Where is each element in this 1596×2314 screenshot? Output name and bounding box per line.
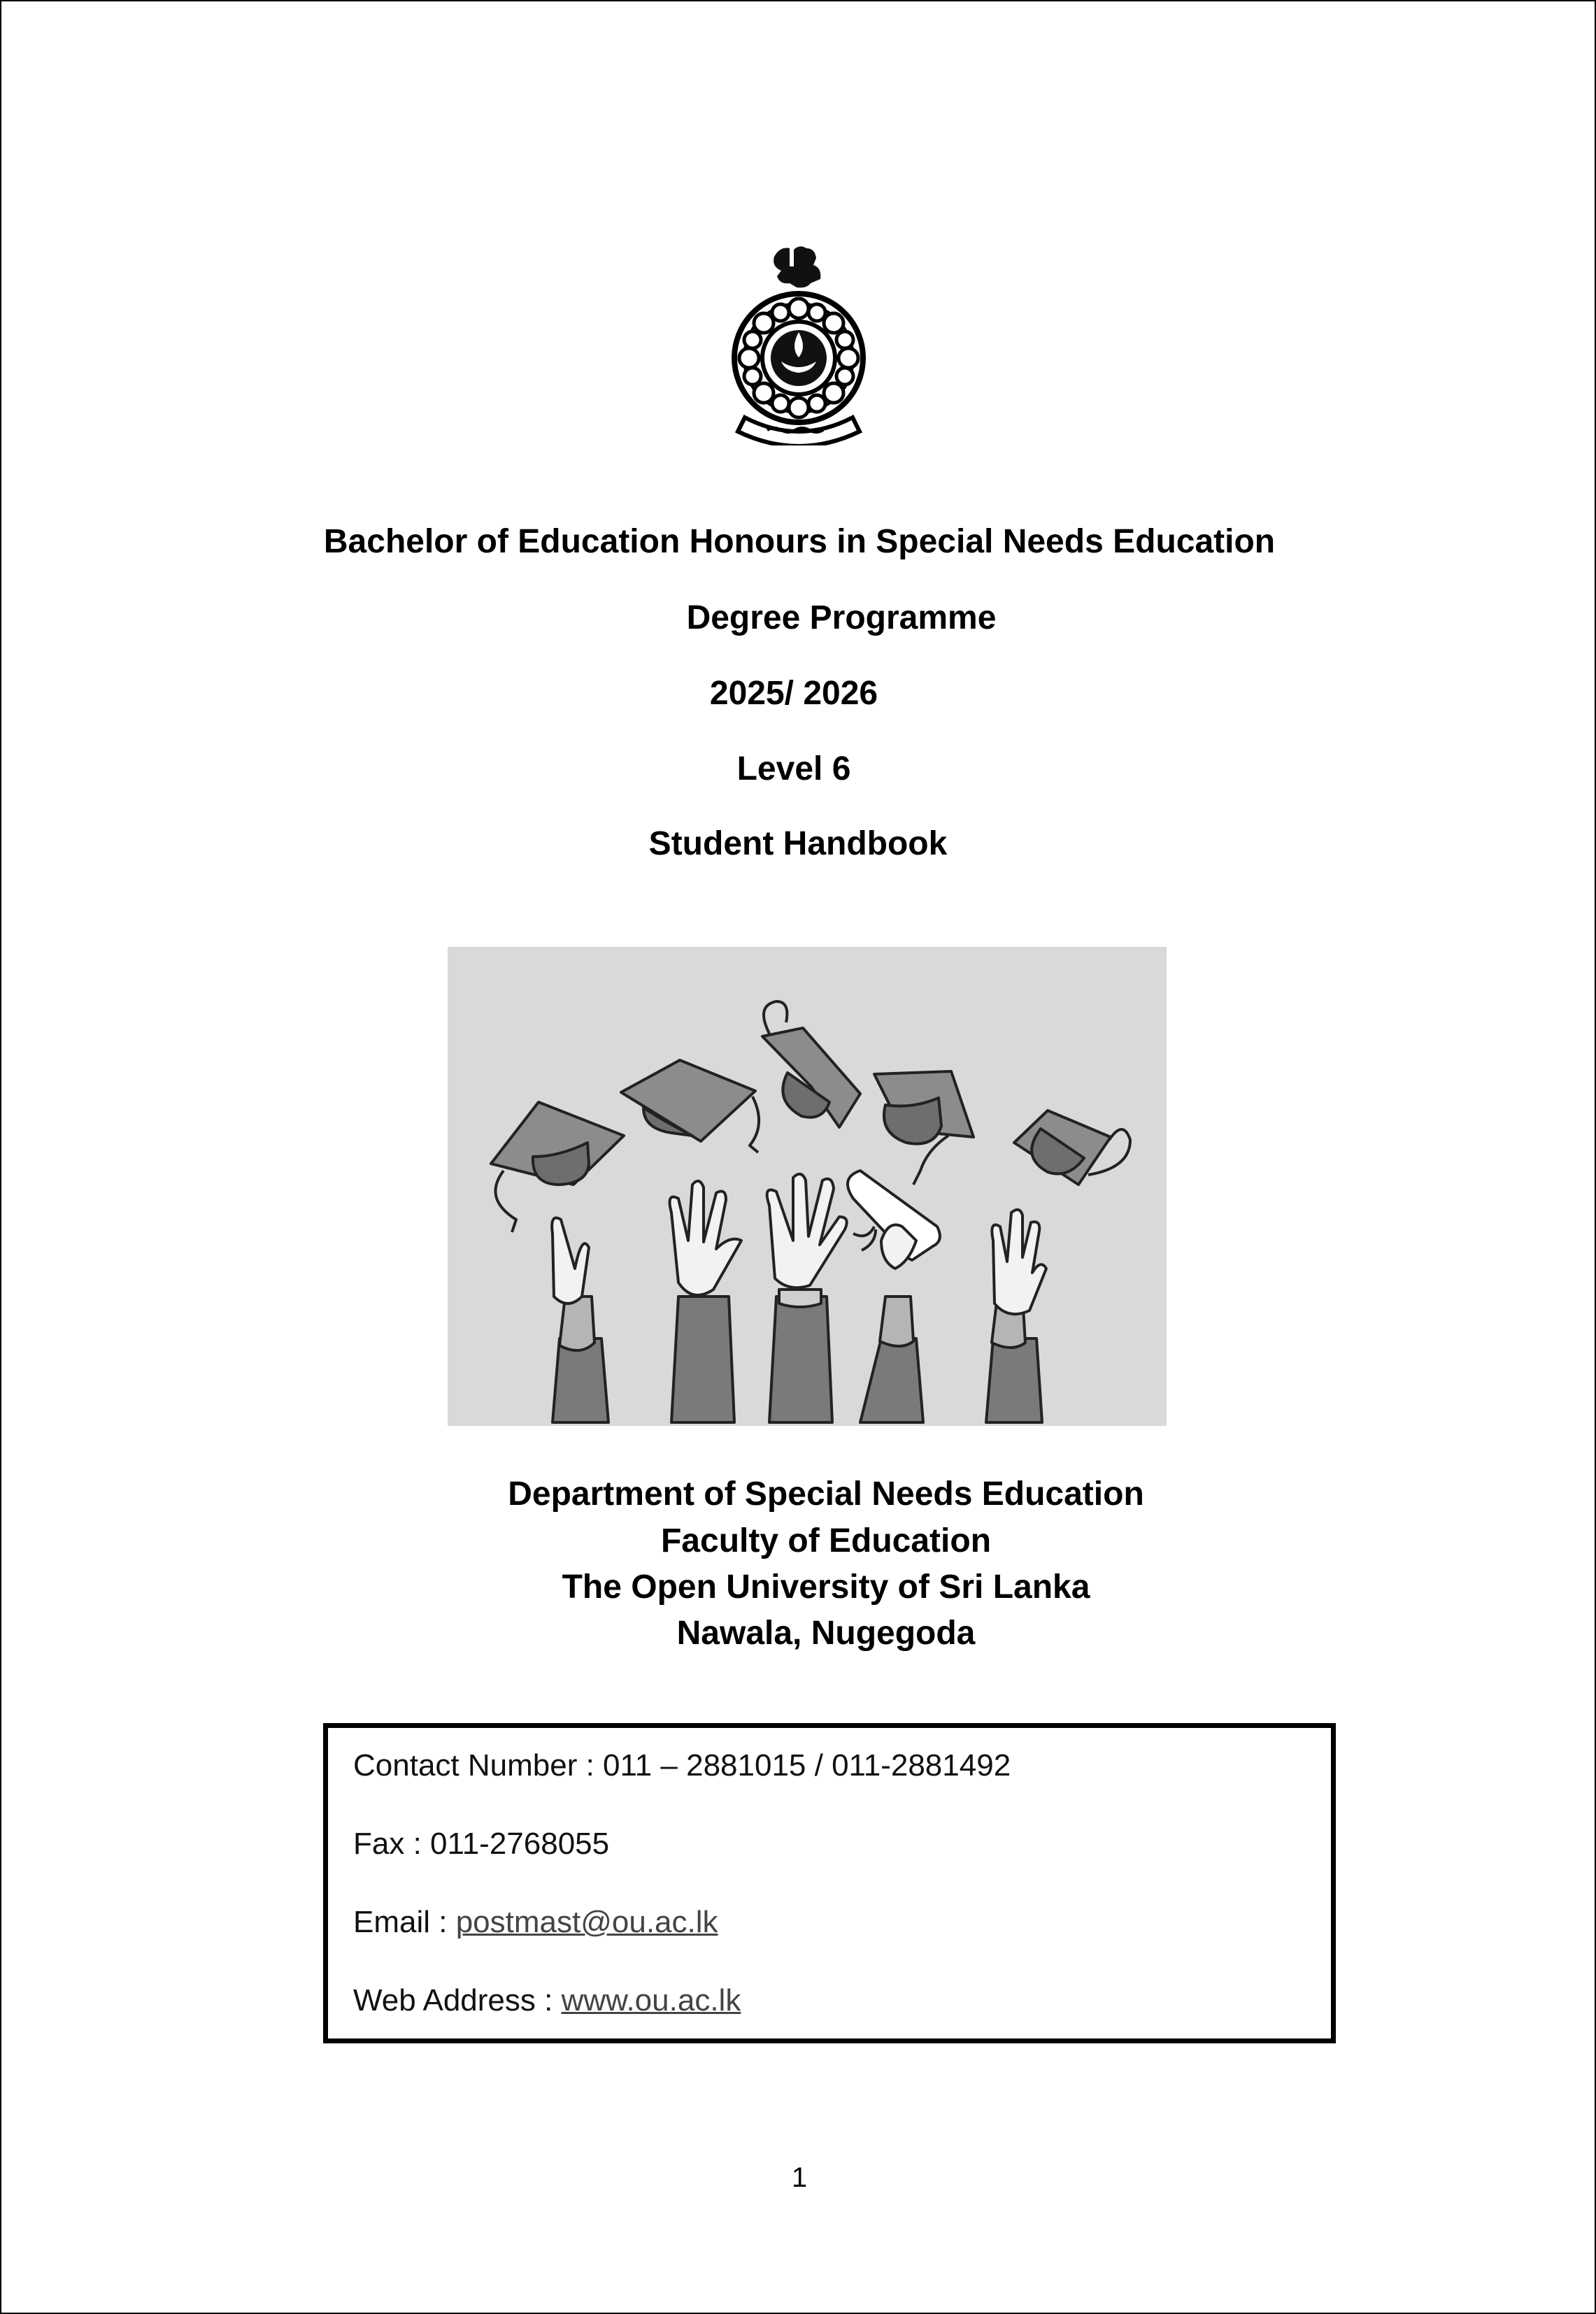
web-label: Web Address : (353, 1983, 562, 2017)
contact-number-row (353, 1746, 1011, 1785)
graduation-caps-hands-illustration (448, 947, 1167, 1426)
page-number: 1 (791, 2162, 808, 2193)
university-crest-icon (725, 243, 872, 445)
academic-year: 2025/ 2026 (709, 675, 878, 712)
web-link[interactable]: www.ou.ac.lk (561, 1983, 741, 2017)
email-label: Email : (353, 1905, 456, 1939)
department-name: Department of Special Needs Education (508, 1476, 1144, 1513)
email-row (353, 1903, 718, 1942)
fax-value: 011-2768055 (430, 1827, 610, 1861)
contact-number-value: 011 – 2881015 / 011-2881492 (603, 1748, 1011, 1783)
fax-row (353, 1824, 609, 1864)
programme-title: Bachelor of Education Honours in Special Needs Education (323, 523, 1276, 560)
programme-subtitle: Degree Programme (686, 599, 997, 636)
level-label: Level 6 (736, 750, 851, 787)
web-row (353, 1981, 741, 2020)
handbook-label: Student Handbook (648, 825, 948, 862)
university-address: Nawala, Nugegoda (676, 1615, 976, 1652)
email-link[interactable]: postmast@ou.ac.lk (455, 1905, 718, 1939)
university-name: The Open University of Sri Lanka (562, 1569, 1090, 1606)
faculty-name: Faculty of Education (660, 1522, 992, 1559)
fax-label: Fax : (353, 1827, 431, 1861)
contact-number-label: Contact Number : (353, 1748, 604, 1783)
contact-box (323, 1723, 1336, 2043)
